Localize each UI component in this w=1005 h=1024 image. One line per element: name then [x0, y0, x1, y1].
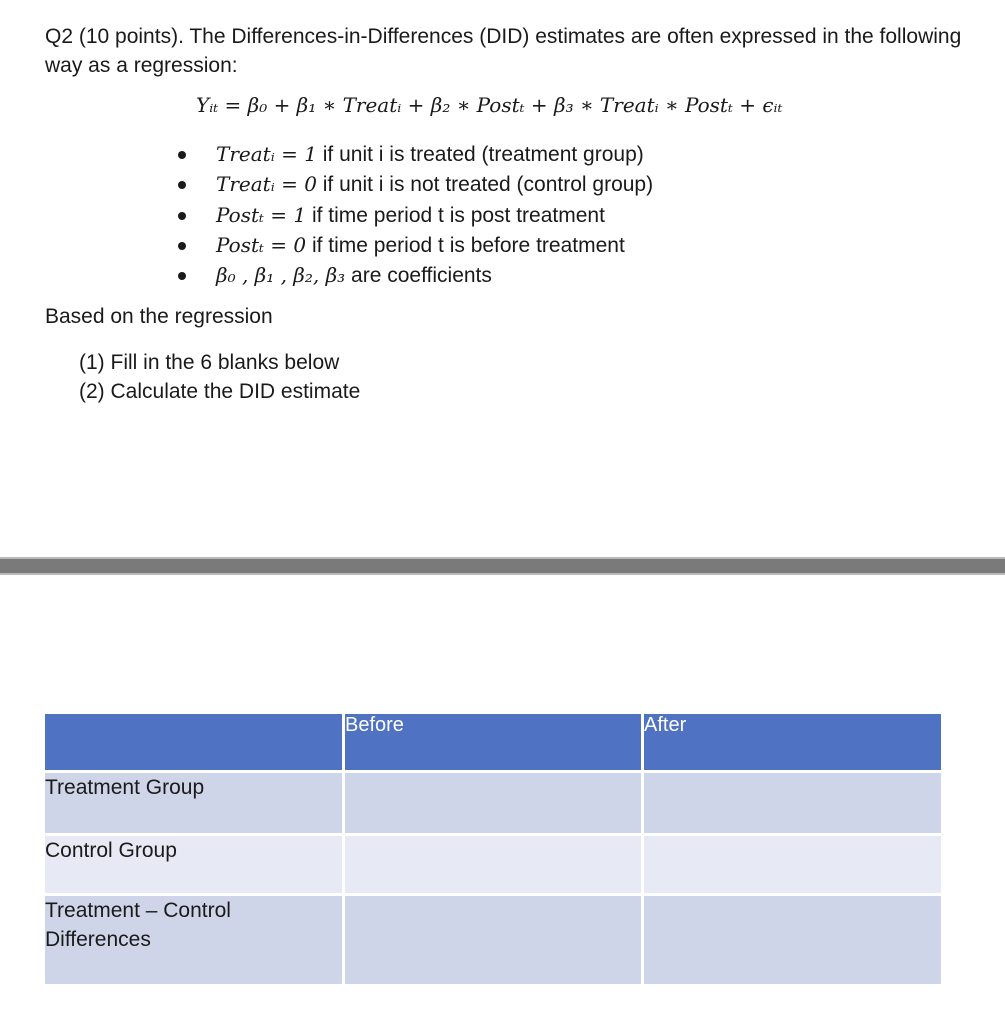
bullet-icon: [178, 181, 186, 189]
definition-text: if time period t is post treatment: [311, 203, 605, 227]
table-row: [45, 833, 941, 893]
page-divider: [0, 557, 1005, 575]
bullet-icon: [178, 212, 186, 220]
bullet-icon: [178, 272, 186, 280]
blank-cell[interactable]: [345, 770, 644, 833]
did-table: [45, 714, 941, 984]
definition-item: [174, 231, 653, 261]
bullet-icon: [178, 242, 186, 250]
definition-text: if time period t is before treatment: [311, 233, 625, 257]
task-item: (2) Calculate the DID estimate: [79, 380, 361, 403]
question-title: Q2 (10 points). The Differences-in-Differences (DID) estimates are often expressed in the following way as a regression:: [45, 25, 962, 77]
definition-math: β₀ , β₁ , β₂, β₃: [216, 263, 346, 288]
definition-text: are coefficients: [351, 264, 492, 288]
task-item: (1) Fill in the 6 blanks below: [79, 351, 340, 374]
row-label: Treatment Group: [45, 770, 345, 833]
definition-list: [174, 140, 653, 291]
row-label: Treatment – Control Differences: [45, 893, 345, 984]
blank-cell[interactable]: [345, 833, 644, 893]
definition-item: [174, 140, 653, 170]
table-row: [45, 893, 941, 984]
definition-text: if unit i is treated (treatment group): [322, 143, 644, 166]
blank-cell[interactable]: [644, 833, 941, 893]
table-header-row: [45, 714, 941, 770]
row-label: Control Group: [45, 833, 345, 893]
blank-cell[interactable]: [345, 893, 644, 984]
prompt-text: Based on the regression: [45, 305, 273, 328]
definition-item: [174, 201, 653, 231]
bullet-icon: [178, 151, 186, 159]
definition-item: [174, 170, 653, 200]
regression-equation: Yᵢₜ = β₀ + β₁ ∗ Treatᵢ + β₂ ∗ Postₜ + β₃ ∗ Treatᵢ ∗ Postₜ + ϵᵢₜ: [196, 93, 783, 117]
definition-math: Treatᵢ = 1: [216, 142, 317, 166]
header-cell-empty: [45, 714, 345, 770]
definition-math: Treatᵢ = 0: [216, 172, 317, 197]
definition-item: [174, 261, 653, 291]
task-list: [79, 348, 360, 406]
definition-text: if unit i is not treated (control group): [322, 173, 654, 197]
blank-cell[interactable]: [644, 893, 941, 984]
definition-math: Postₜ = 1: [216, 202, 307, 227]
header-cell-before: Before: [345, 714, 644, 770]
header-cell-after: After: [644, 714, 941, 770]
definition-math: Postₜ = 0: [216, 232, 307, 257]
blank-cell[interactable]: [644, 770, 941, 833]
table-row: [45, 770, 941, 833]
